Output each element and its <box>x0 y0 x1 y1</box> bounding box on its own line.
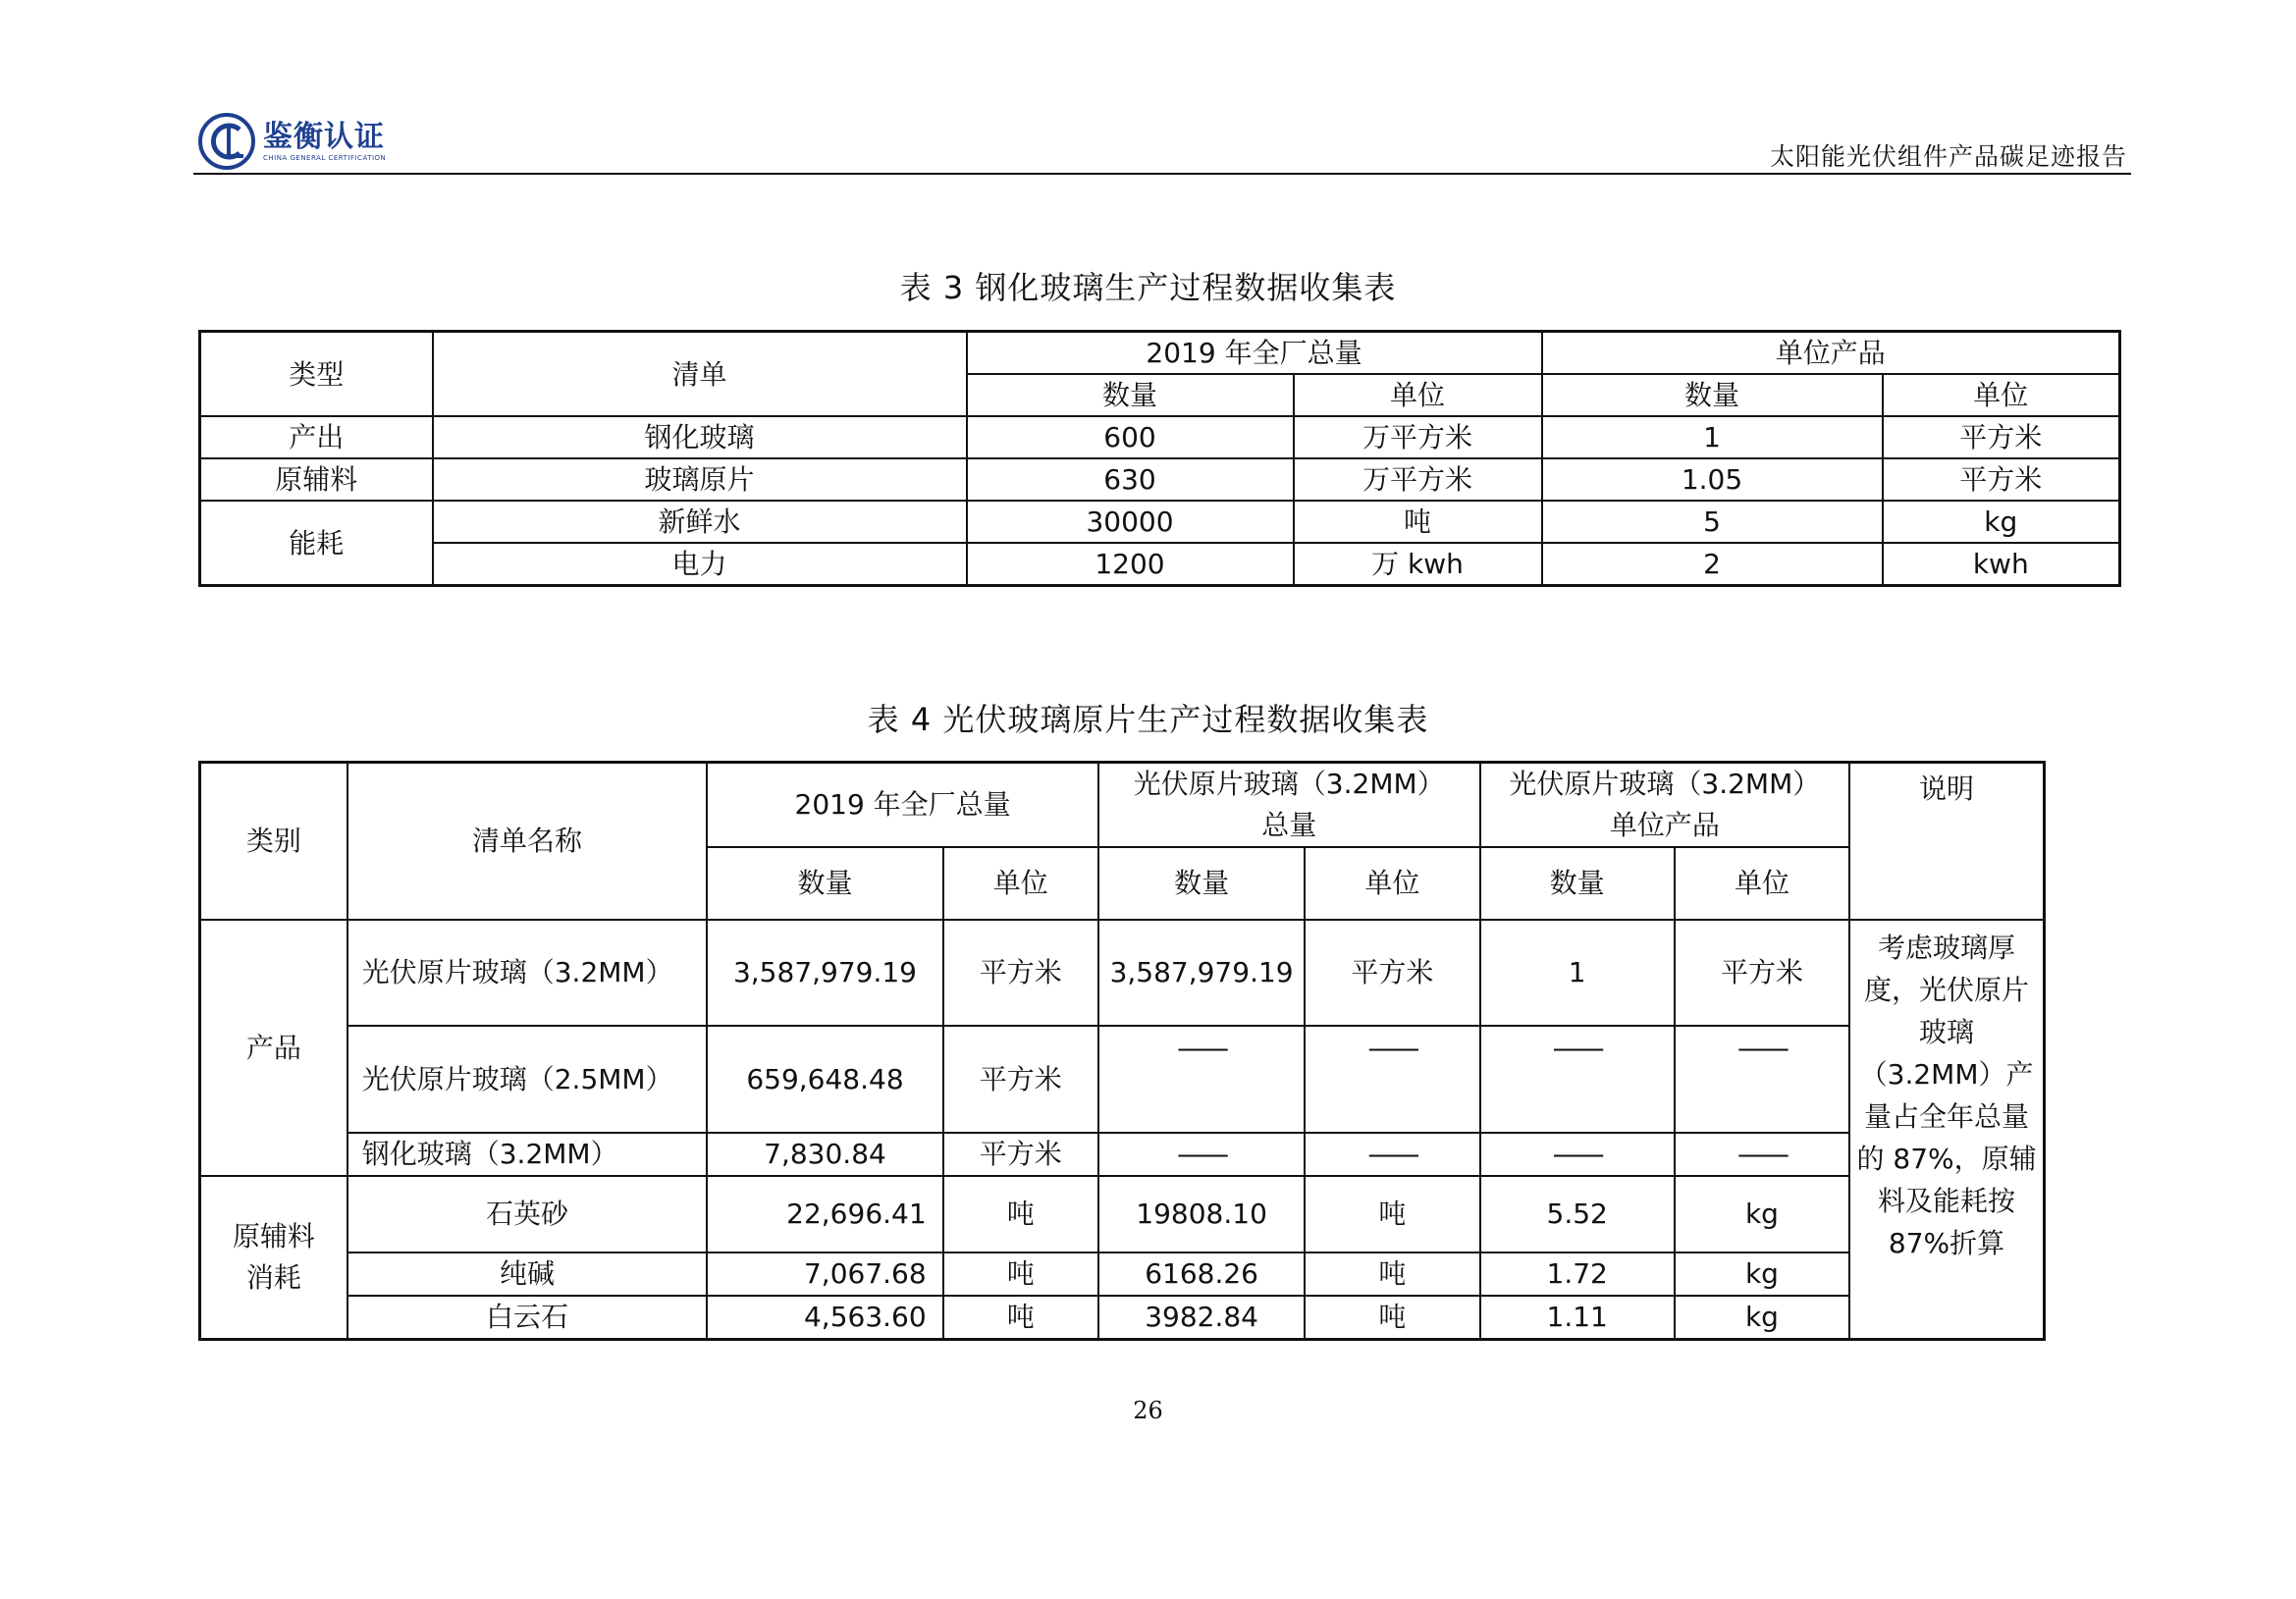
table-cell: 吨 <box>1305 1296 1479 1339</box>
header-line: 单位产品 <box>1609 809 1720 841</box>
table-cell: 白云石 <box>347 1296 708 1339</box>
table4-caption: 表 4 光伏玻璃原片生产过程数据收集表 <box>867 701 1429 738</box>
table-cell: 1.05 <box>1542 458 1883 501</box>
header-cell: 单位 <box>1883 374 2120 416</box>
table-row <box>200 1296 2045 1339</box>
table-cell: 玻璃原片 <box>433 458 967 501</box>
table-row <box>200 416 2120 458</box>
table-cell: 产出 <box>200 416 433 458</box>
table-cell: 吨 <box>943 1296 1098 1339</box>
table-row <box>200 458 2120 501</box>
dash-cell: —— <box>1480 1133 1675 1176</box>
table-cell: 平方米 <box>1883 416 2120 458</box>
header-line: 总量 <box>1261 809 1317 841</box>
table-cell: 2 <box>1542 543 1883 586</box>
table-cell: 平方米 <box>943 1133 1098 1176</box>
category-line: 消耗 <box>245 1260 301 1294</box>
header-cell: 单位产品 <box>1542 332 2120 375</box>
header-cell: 数量 <box>967 374 1294 416</box>
table-cell: 电力 <box>433 543 967 586</box>
table-cell: 光伏原片玻璃（2.5MM） <box>347 1026 708 1133</box>
table-header-row <box>200 332 2120 375</box>
header-cell: 2019 年全厂总量 <box>967 332 1542 375</box>
table-cell: 平方米 <box>1305 920 1479 1026</box>
table-cell: 5.52 <box>1480 1176 1675 1253</box>
table-cell: 产品 <box>200 920 347 1176</box>
header-cell: 数量 <box>1480 847 1675 920</box>
table-cell: 吨 <box>1305 1176 1479 1253</box>
table-row <box>200 1253 2045 1296</box>
dash-cell: —— <box>1675 1133 1849 1176</box>
table-cell: 万 kwh <box>1294 543 1542 586</box>
header-line: 光伏原片玻璃（3.2MM） <box>1133 768 1445 800</box>
table-cell: 5 <box>1542 501 1883 543</box>
table-row <box>200 1133 2045 1176</box>
table-cell: 光伏原片玻璃（3.2MM） <box>347 920 708 1026</box>
table-cell: 平方米 <box>1675 920 1849 1026</box>
table-cell: 吨 <box>1294 501 1542 543</box>
table-cell: 22,696.41 <box>707 1176 942 1253</box>
table-cell: 659,648.48 <box>707 1026 942 1133</box>
header-cell <box>1480 763 1850 848</box>
header-divider <box>193 173 2131 175</box>
table-cell: 原辅料 <box>200 458 433 501</box>
dash-cell: —— <box>1098 1133 1305 1176</box>
header-cell: 说明 <box>1849 763 2044 921</box>
logo-english-text: CHINA GENERAL CERTIFICATION <box>263 154 387 162</box>
table-cell: 1.72 <box>1480 1253 1675 1296</box>
table-cell: 平方米 <box>943 920 1098 1026</box>
header-cell: 单位 <box>1305 847 1479 920</box>
header-cell: 清单 <box>433 332 967 417</box>
table-cell: kg <box>1675 1176 1849 1253</box>
table-row <box>200 501 2120 543</box>
table-cell: 1 <box>1542 416 1883 458</box>
header-cell: 单位 <box>943 847 1098 920</box>
table-cell: 吨 <box>943 1253 1098 1296</box>
table-row <box>200 920 2045 1026</box>
table-row <box>200 1026 2045 1133</box>
gc-logo-icon <box>196 111 257 172</box>
header-cell: 类别 <box>200 763 347 921</box>
dash-cell: —— <box>1305 1133 1479 1176</box>
header-cell: 数量 <box>707 847 942 920</box>
table-cell: 钢化玻璃 <box>433 416 967 458</box>
note-cell: 考虑玻璃厚度，光伏原片玻璃（3.2MM）产量占全年总量的 87%，原辅料及能耗按 87%折算 <box>1849 920 2044 1339</box>
header-cell: 单位 <box>1675 847 1849 920</box>
category-line: 原辅料 <box>232 1219 315 1253</box>
table4-pv-glass <box>198 761 2046 1341</box>
table-cell: 3,587,979.19 <box>707 920 942 1026</box>
table-cell: 7,067.68 <box>707 1253 942 1296</box>
table-cell: 平方米 <box>943 1026 1098 1133</box>
table-cell: 万平方米 <box>1294 458 1542 501</box>
dash-cell: —— <box>1675 1026 1849 1133</box>
header-cell <box>1098 763 1480 848</box>
dash-cell: —— <box>1098 1026 1305 1133</box>
table-cell: 平方米 <box>1883 458 2120 501</box>
header-cell: 类型 <box>200 332 433 417</box>
header-cell: 清单名称 <box>347 763 708 921</box>
table-cell: 7,830.84 <box>707 1133 942 1176</box>
report-title: 太阳能光伏组件产品碳足迹报告 <box>1769 142 2127 171</box>
table-cell: 3982.84 <box>1098 1296 1305 1339</box>
table-cell <box>200 1176 347 1339</box>
table-cell: 钢化玻璃（3.2MM） <box>347 1133 708 1176</box>
table-cell: 1 <box>1480 920 1675 1026</box>
table-cell: kg <box>1675 1253 1849 1296</box>
table-cell: 吨 <box>943 1176 1098 1253</box>
table-cell: 19808.10 <box>1098 1176 1305 1253</box>
table3-tempered-glass <box>198 330 2121 587</box>
table-cell: 纯碱 <box>347 1253 708 1296</box>
header-cell: 数量 <box>1098 847 1305 920</box>
table-cell: 4,563.60 <box>707 1296 942 1339</box>
table-cell: 吨 <box>1305 1253 1479 1296</box>
table-cell: kwh <box>1883 543 2120 586</box>
table-cell: 新鲜水 <box>433 501 967 543</box>
table-cell: 6168.26 <box>1098 1253 1305 1296</box>
dash-cell: —— <box>1305 1026 1479 1133</box>
table3-caption: 表 3 钢化玻璃生产过程数据收集表 <box>899 269 1397 306</box>
table-cell: 30000 <box>967 501 1294 543</box>
table-cell: kg <box>1675 1296 1849 1339</box>
page-number: 26 <box>1133 1397 1163 1424</box>
header-line: 光伏原片玻璃（3.2MM） <box>1509 768 1821 800</box>
header-cell: 2019 年全厂总量 <box>707 763 1098 848</box>
table-cell: 石英砂 <box>347 1176 708 1253</box>
table-header-row <box>200 763 2045 848</box>
header-cell: 数量 <box>1542 374 1883 416</box>
table-row <box>200 543 2120 586</box>
table-cell: kg <box>1883 501 2120 543</box>
table-cell: 能耗 <box>200 501 433 586</box>
table-cell: 600 <box>967 416 1294 458</box>
logo-chinese-text: 鉴衡认证 <box>263 120 385 154</box>
dash-cell: —— <box>1480 1026 1675 1133</box>
header-cell: 单位 <box>1294 374 1542 416</box>
table-row <box>200 1176 2045 1253</box>
table-cell: 630 <box>967 458 1294 501</box>
table-cell: 3,587,979.19 <box>1098 920 1305 1026</box>
table-cell: 1.11 <box>1480 1296 1675 1339</box>
company-logo <box>196 110 386 173</box>
table-cell: 万平方米 <box>1294 416 1542 458</box>
table-cell: 1200 <box>967 543 1294 586</box>
